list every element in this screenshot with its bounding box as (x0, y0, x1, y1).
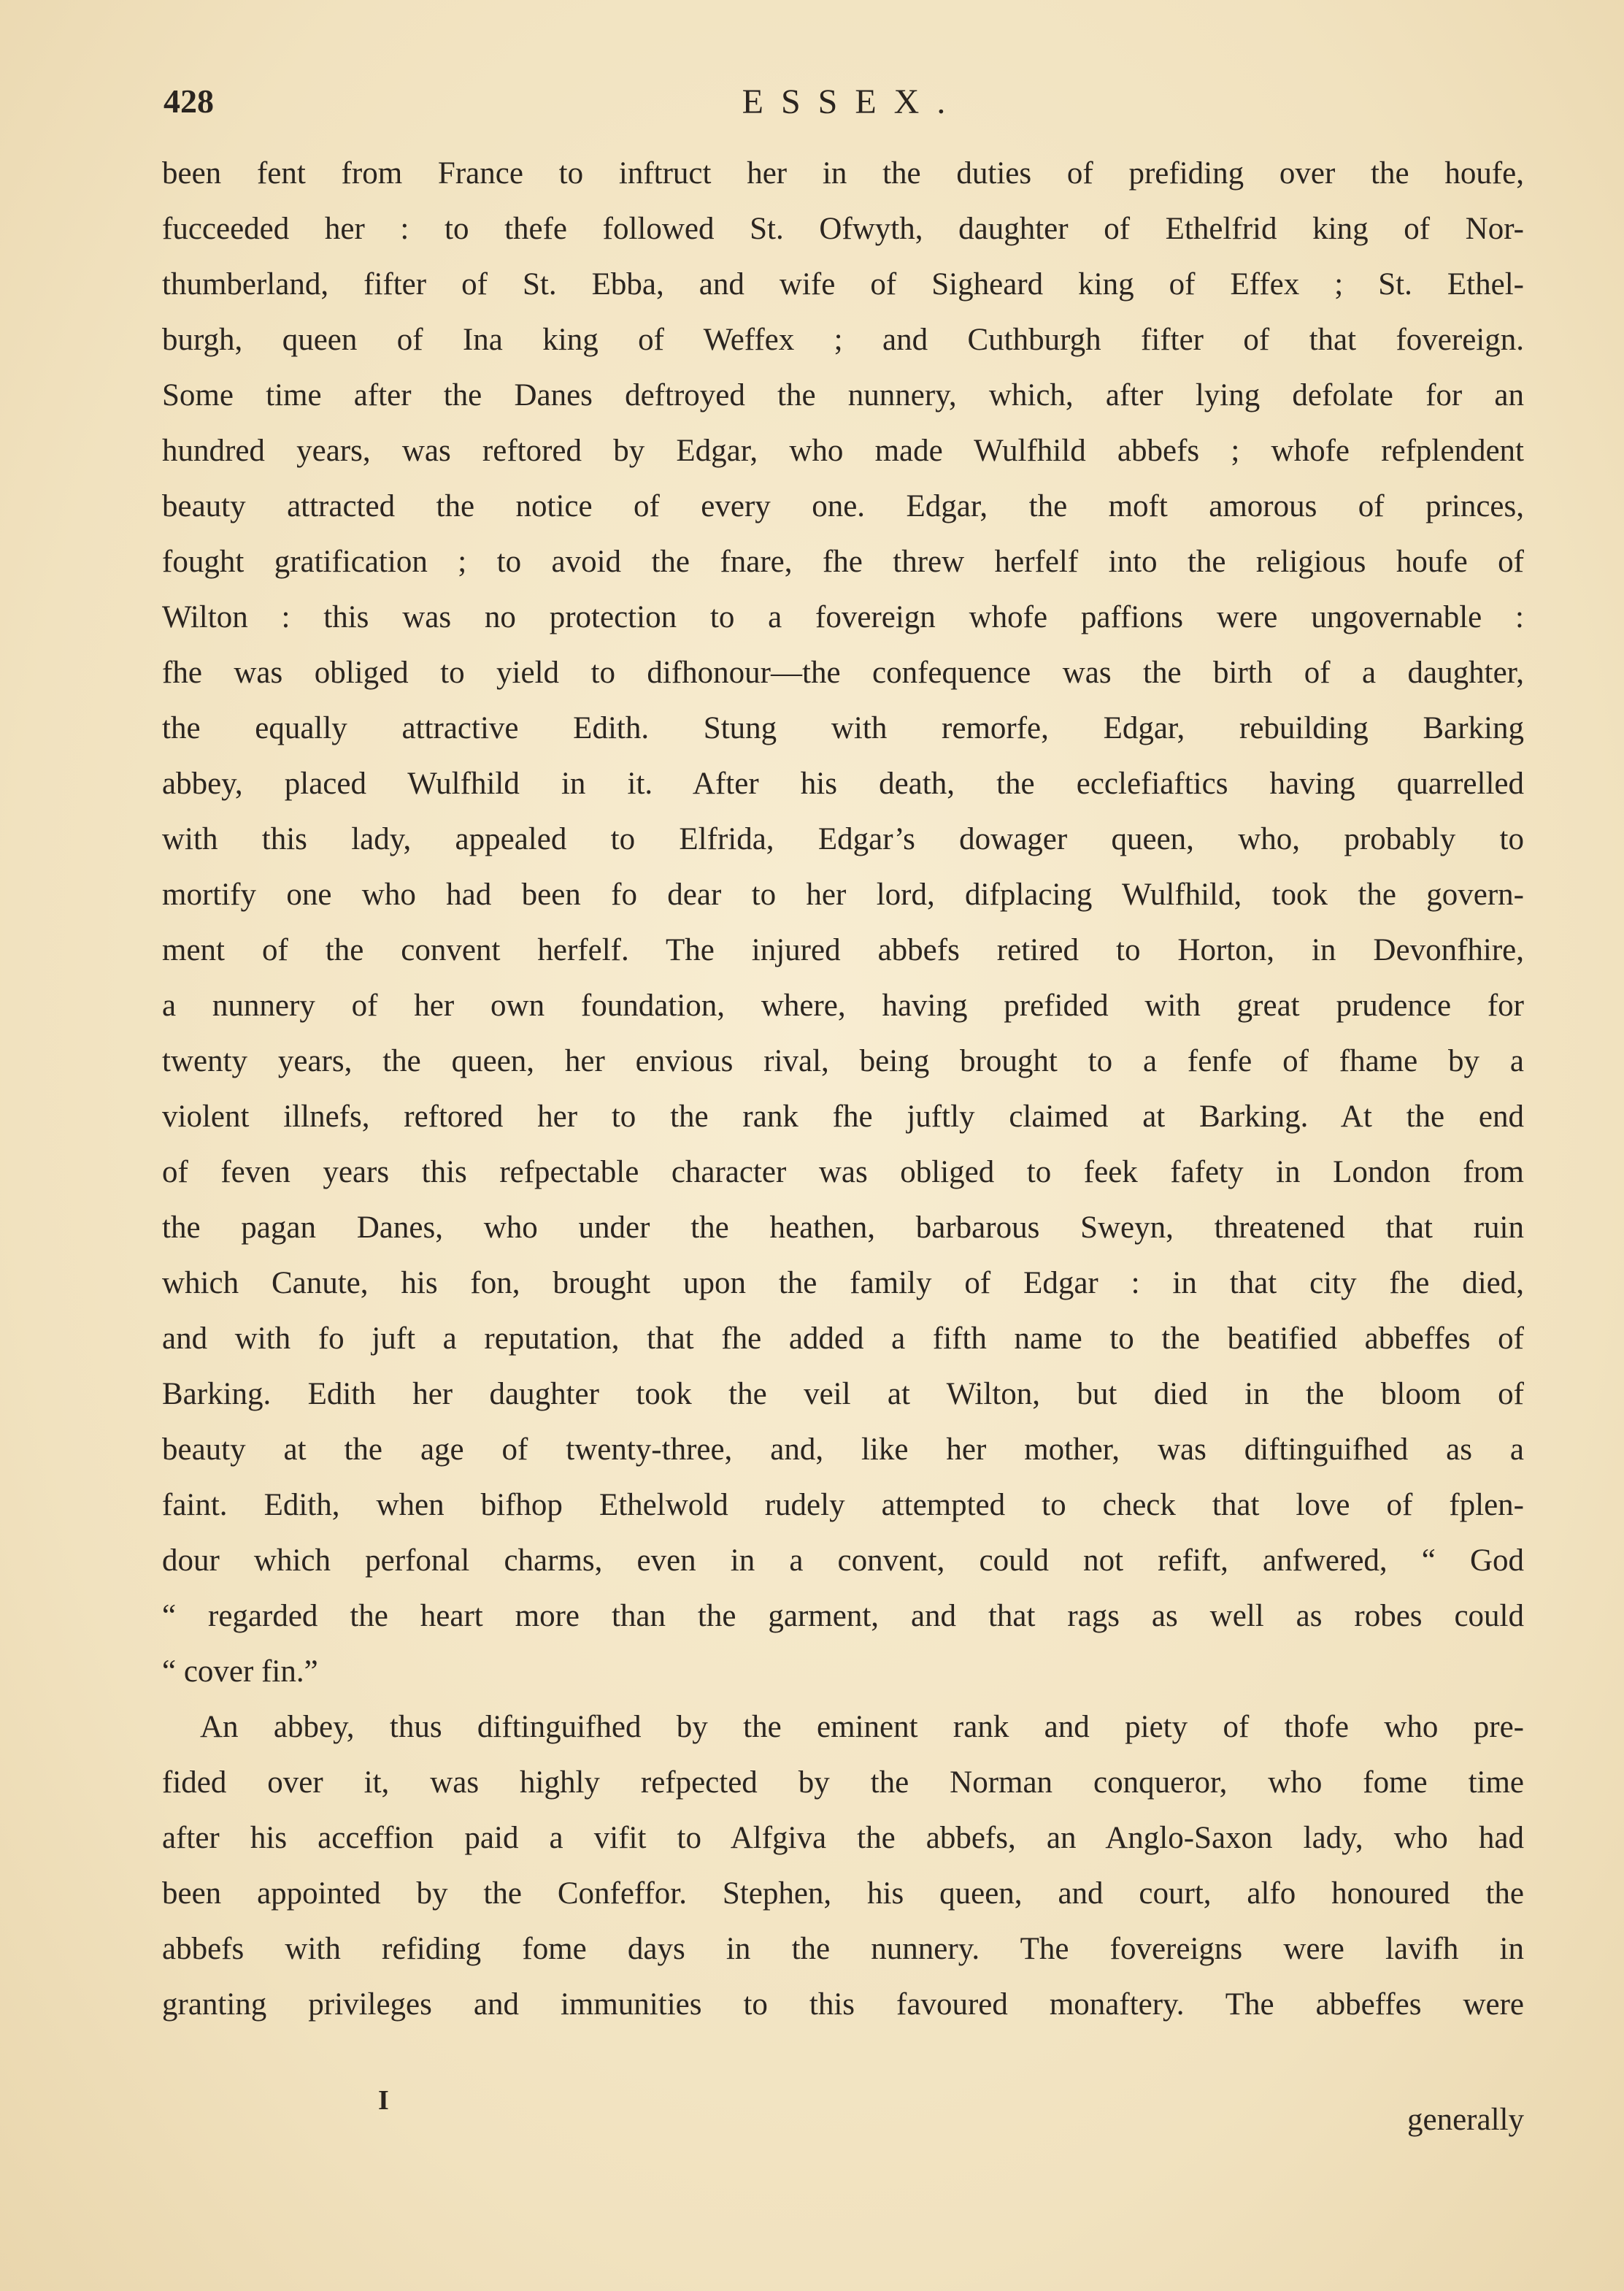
text-line: been fent from France to inftruct her in the duties of prefiding over the houfe, (162, 156, 1524, 191)
text-line: fought gratification ; to avoid the fnare, fhe threw herfelf into the religious houfe of (162, 545, 1524, 579)
text-line: burgh, queen of Ina king of Weffex ; and Cuthburgh fifter of that fovereign. (162, 323, 1524, 357)
text-line: fucceeded her : to thefe followed St. Ofwyth, daughter of Ethelfrid king of Nor- (162, 212, 1524, 246)
text-line: dour which perfonal charms, even in a convent, could not refift, anfwered, “ God (162, 1543, 1524, 1578)
text-line: which Canute, his fon, brought upon the family of Edgar : in that city fhe died, (162, 1266, 1524, 1300)
text-line: abbefs with refiding fome days in the nunnery. The fovereigns were lavifh in (162, 1932, 1524, 1966)
text-line: granting privileges and immunities to this favoured monaftery. The abbeffes were (162, 1987, 1524, 2022)
body-text (162, 146, 1524, 2033)
text-line: the equally attractive Edith. Stung with remorfe, Edgar, rebuilding Barking (162, 711, 1524, 745)
text-line: Barking. Edith her daughter took the veil at Wilton, but died in the bloom of (162, 1377, 1524, 1411)
text-line: abbey, placed Wulfhild in it. After his death, the ecclefiaftics having quarrelled (162, 767, 1524, 801)
text-line: fhe was obliged to yield to difhonour—the confequence was the birth of a daughter, (162, 656, 1524, 690)
text-line: beauty attracted the notice of every one. Edgar, the moft amorous of princes, (162, 489, 1524, 523)
text-line: after his acceffion paid a vifit to Alfgiva the abbefs, an Anglo-Saxon lady, who had (162, 1821, 1524, 1855)
page-header (163, 82, 1524, 133)
text-line: twenty years, the queen, her envious rival, being brought to a fenfe of fhame by a (162, 1044, 1524, 1078)
text-line: thumberland, fifter of St. Ebba, and wife of Sigheard king of Effex ; St. Ethel- (162, 267, 1524, 302)
text-line: Wilton : this was no protection to a fovereign whofe paffions were ungovernable : (162, 600, 1524, 634)
text-line: with this lady, appealed to Elfrida, Edgar’s dowager queen, who, probably to (162, 822, 1524, 856)
text-line: “ cover fin.” (162, 1654, 318, 1689)
catchword: generally (1407, 2103, 1524, 2137)
text-line: a nunnery of her own foundation, where, having prefided with great prudence for (162, 989, 1524, 1023)
text-line: mortify one who had been fo dear to her lord, difplacing Wulfhild, took the govern- (162, 878, 1524, 912)
paragraph-first-line: An abbey, thus diftinguifhed by the eminent rank and piety of thofe who pre- (200, 1710, 1524, 1744)
text-line: Some time after the Danes deftroyed the nunnery, which, after lying defolate for an (162, 378, 1524, 412)
text-line: been appointed by the Confeffor. Stephen, his queen, and court, alfo honoured the (162, 1876, 1524, 1911)
page-footer (162, 2084, 1524, 2150)
text-line: hundred years, was reftored by Edgar, who made Wulfhild abbefs ; whofe refplendent (162, 434, 1524, 468)
text-line: faint. Edith, when bifhop Ethelwold rudely attempted to check that love of fplen- (162, 1488, 1524, 1522)
text-line: violent illnefs, reftored her to the rank fhe juftly claimed at Barking. At the end (162, 1100, 1524, 1134)
text-line: the pagan Danes, who under the heathen, barbarous Sweyn, threatened that ruin (162, 1210, 1524, 1245)
text-line: “ regarded the heart more than the garment, and that rags as well as robes could (162, 1599, 1524, 1633)
text-line: and with fo juft a reputation, that fhe added a fifth name to the beatified abbeffes of (162, 1321, 1524, 1356)
running-head: ESSEX. (742, 82, 963, 121)
text-line: fided over it, was highly refpected by the Norman conqueror, who fome time (162, 1765, 1524, 1800)
text-line: ment of the convent herfelf. The injured abbefs retired to Horton, in Devonfhire, (162, 933, 1524, 967)
text-line: beauty at the age of twenty-three, and, like her mother, was diftinguifhed as a (162, 1432, 1524, 1467)
signature-mark: I (378, 2085, 389, 2116)
text-line: of feven years this refpectable character was obliged to feek fafety in London from (162, 1155, 1524, 1189)
page-number: 428 (163, 82, 214, 120)
